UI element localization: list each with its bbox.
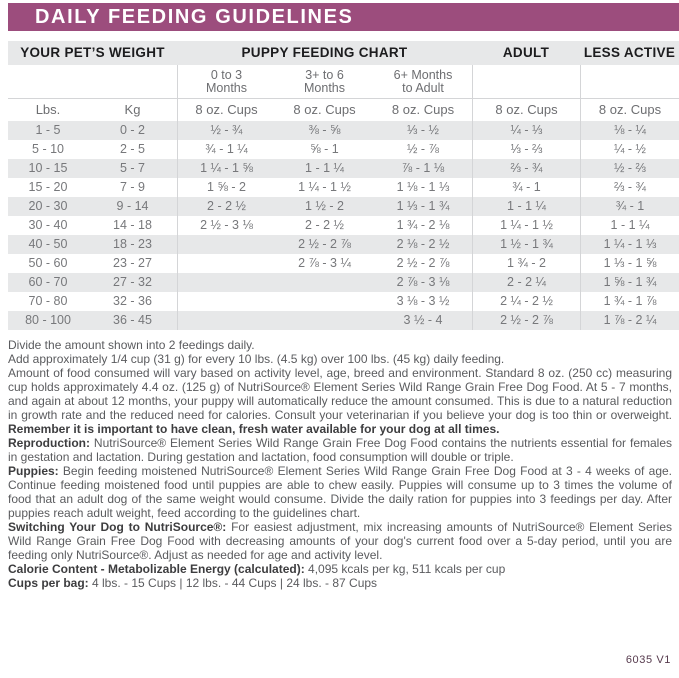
cell-weight-kg: 2 - 5 [119, 142, 145, 156]
table-subheader-row [8, 65, 679, 99]
switching-paragraph: Switching Your Dog to NutriSource®: For easiest adjustment, mix increasing amounts of NutriSource® Element Series Wild Range Grain Free Dog Food with decreasing amounts of your dog's current food over a 5-day period, until you are feeding only NutriSource®. Adjust as needed for age and activity level. [8, 520, 672, 562]
cell-puppy-3-6: 1 ½ - 2 [305, 199, 344, 213]
table-row [8, 311, 679, 330]
cell-less-active: ⅔ - ¾ [580, 178, 679, 197]
cell-less-active: 1 ⅓ - 1 ⅝ [580, 254, 679, 273]
cell-puppy-3-6: 1 - 1 ¼ [305, 161, 344, 175]
table-row [8, 235, 679, 254]
cell-adult: ¼ - ⅓ [472, 121, 580, 140]
document-code: 6035 V1 [625, 654, 671, 666]
cell-puppy-0-3 [177, 235, 275, 254]
cell-weight-lbs: 50 - 60 [28, 256, 68, 270]
cell-puppy-0-3: 1 ⅝ - 2 [177, 178, 275, 197]
unit-cups: 8 oz. Cups [177, 99, 275, 121]
note-water-bold: Remember it is important to have clean, fresh water available for your dog at all times. [8, 422, 500, 436]
cell-weight-lbs: 40 - 50 [28, 237, 68, 251]
cell-weight-kg: 32 - 36 [113, 294, 152, 308]
cell-puppy-0-3: 2 ½ - 3 ⅛ [177, 216, 275, 235]
cell-adult: 1 - 1 ¼ [472, 197, 580, 216]
table-group-header-row [8, 41, 679, 65]
note-divide-line: Divide the amount shown into 2 feedings daily. [8, 338, 255, 352]
cell-weight-lbs: 70 - 80 [28, 294, 68, 308]
cell-weight-lbs: 1 - 5 [35, 123, 61, 137]
unit-cups: 8 oz. Cups [472, 99, 580, 121]
table-row [8, 254, 679, 273]
cell-puppy-0-3 [177, 311, 275, 330]
cell-puppy-3-6 [275, 292, 374, 311]
cell-puppy-6-adult: 2 ⅛ - 2 ½ [396, 237, 450, 251]
cell-weight-lbs: 20 - 30 [28, 199, 68, 213]
col-header-age-6-adult: 6+ Months to Adult [393, 68, 453, 95]
cell-weight-lbs: 10 - 15 [28, 161, 68, 175]
table-units-row [8, 99, 679, 121]
cell-less-active: ½ - ⅔ [580, 159, 679, 178]
cell-puppy-6-adult: 2 ⅞ - 3 ⅛ [396, 275, 450, 289]
unit-cups: 8 oz. Cups [293, 102, 356, 117]
cell-puppy-6-adult: 1 ⅓ - 1 ¾ [396, 199, 450, 213]
note-add-line: Add approximately 1/4 cup (31 g) for every 10 lbs. (4.5 kg) over 100 lbs. (45 kg) daily feeding. [8, 352, 505, 366]
col-header-age-3-6: 3+ to 6 Months [304, 68, 345, 95]
cell-less-active: ¼ - ½ [580, 140, 679, 159]
cell-less-active: 1 - 1 ¼ [580, 216, 679, 235]
cell-adult: 2 - 2 ¼ [472, 273, 580, 292]
cell-adult: 1 ½ - 1 ¾ [472, 235, 580, 254]
cups-per-bag-line: Cups per bag: 4 lbs. - 15 Cups | 12 lbs. - 44 Cups | 24 lbs. - 87 Cups [8, 576, 378, 590]
cell-less-active: 1 ⅝ - 1 ¾ [580, 273, 679, 292]
unit-kg: Kg [124, 102, 141, 117]
cell-puppy-3-6: ⅝ - 1 [310, 142, 339, 156]
col-header-adult: ADULT [502, 45, 550, 60]
col-header-puppy-chart: PUPPY FEEDING CHART [241, 45, 408, 60]
cell-weight-kg: 14 - 18 [113, 218, 152, 232]
subheader-spacer [580, 65, 679, 98]
cell-adult: ¾ - 1 [472, 178, 580, 197]
col-header-age-0-3: 0 to 3 Months [177, 65, 275, 98]
cell-weight-lbs: 5 - 10 [32, 142, 64, 156]
subheader-spacer [472, 65, 580, 98]
cell-puppy-6-adult: 2 ½ - 2 ⅞ [396, 256, 450, 270]
cell-weight-lbs: 80 - 100 [25, 313, 71, 327]
cell-puppy-3-6 [275, 273, 374, 292]
note-amount-paragraph: Amount of food consumed will vary based on activity level, age, breed and environment. Standard 8 oz. (250 cc) measuring cup holds approximately 4.4 oz. (125 g) of NutriSource® Element Series Wild Range Grain Free Dog Food. At 5 - 7 months, and again at about 12 months, your puppy will automatically reduce the amount consumed. This is due to a natural reduction in growth rate and the reduced need for calories. Consult your veterinarian if you believe your dog is too thin or overweight. Remember it is important to have clean, fresh water available for your dog at all times. [8, 366, 672, 436]
reproduction-paragraph: Reproduction: NutriSource® Element Series Wild Range Grain Free Dog Food contains the nutrients essential for females in gestation and lactation. During gestation and lactation, food consumption will double or triple. [8, 436, 672, 464]
calorie-label: Calorie Content - Metabolizable Energy (calculated): [8, 562, 305, 576]
col-header-less-active: LESS ACTIVE [583, 45, 676, 60]
cell-puppy-0-3: ¾ - 1 ¼ [177, 140, 275, 159]
cell-weight-kg: 18 - 23 [113, 237, 152, 251]
calorie-content-line: Calorie Content - Metabolizable Energy (calculated): 4,095 kcals per kg, 511 kcals per cup [8, 562, 506, 576]
cell-weight-lbs: 60 - 70 [28, 275, 68, 289]
table-row [8, 197, 679, 216]
cell-puppy-3-6: 2 ½ - 2 ⅞ [298, 237, 351, 251]
table-row [8, 292, 679, 311]
cell-weight-kg: 7 - 9 [119, 180, 145, 194]
cell-less-active: ¾ - 1 [580, 197, 679, 216]
cell-puppy-6-adult: 3 ½ - 4 [403, 313, 443, 327]
cell-weight-kg: 36 - 45 [113, 313, 152, 327]
cell-puppy-6-adult: ½ - ⅞ [407, 142, 439, 156]
table-row [8, 216, 679, 235]
table-row [8, 273, 679, 292]
unit-cups: 8 oz. Cups [580, 99, 679, 121]
unit-cups: 8 oz. Cups [391, 102, 455, 117]
cell-puppy-0-3 [177, 292, 275, 311]
cell-weight-kg: 27 - 32 [113, 275, 152, 289]
unit-lbs: Lbs. [35, 102, 61, 117]
cell-puppy-0-3: 1 ¼ - 1 ⅝ [177, 159, 275, 178]
cell-adult: ⅓ - ⅔ [472, 140, 580, 159]
cell-puppy-6-adult: 3 ⅛ - 3 ½ [396, 294, 450, 308]
cell-puppy-3-6: 2 - 2 ½ [305, 218, 344, 232]
cell-puppy-0-3: ½ - ¾ [177, 121, 275, 140]
cell-weight-lbs: 15 - 20 [28, 180, 68, 194]
cell-puppy-6-adult: ⅓ - ½ [407, 123, 439, 137]
puppies-paragraph: Puppies: Begin feeding moistened NutriSource® Element Series Wild Range Grain Free Dog Food at 3 - 4 weeks of age. Continue feeding moistened food until puppies are able to chew easily. Puppies will consume up to 3 times the volume of food that an adult dog of the same weight would consume. Divide the daily ration for puppies into 3 feedings per day. After puppies reach adult weight, feed according to the guidelines chart. [8, 464, 672, 520]
cell-adult: ⅔ - ¾ [472, 159, 580, 178]
table-body [8, 121, 679, 330]
cell-puppy-0-3: 2 - 2 ½ [177, 197, 275, 216]
cell-less-active: 1 ⅞ - 2 ¼ [580, 311, 679, 330]
cell-puppy-3-6: 1 ¼ - 1 ½ [298, 180, 351, 194]
cell-puppy-6-adult: 1 ⅛ - 1 ⅓ [396, 180, 450, 194]
cell-weight-kg: 0 - 2 [119, 123, 145, 137]
page-title: DAILY FEEDING GUIDELINES [35, 5, 354, 28]
cell-less-active: ⅛ - ¼ [580, 121, 679, 140]
table-row [8, 159, 679, 178]
cell-adult: 1 ¾ - 2 [472, 254, 580, 273]
subheader-spacer [8, 65, 88, 98]
cell-puppy-0-3 [177, 254, 275, 273]
cell-less-active: 1 ¾ - 1 ⅞ [580, 292, 679, 311]
cups-label: Cups per bag: [8, 576, 89, 590]
cell-adult: 2 ½ - 2 ⅞ [472, 311, 580, 330]
cell-adult: 1 ¼ - 1 ½ [472, 216, 580, 235]
cell-puppy-6-adult: ⅞ - 1 ⅛ [401, 161, 445, 175]
title-bar [8, 3, 679, 31]
cell-adult: 2 ¼ - 2 ½ [472, 292, 580, 311]
notes-section [8, 338, 672, 590]
cell-puppy-3-6: ⅜ - ⅝ [308, 123, 341, 137]
cell-puppy-6-adult: 1 ¾ - 2 ⅛ [396, 218, 450, 232]
cell-less-active: 1 ¼ - 1 ⅓ [580, 235, 679, 254]
col-header-pet-weight: YOUR PET’S WEIGHT [20, 45, 165, 60]
cell-weight-lbs: 30 - 40 [28, 218, 68, 232]
cell-weight-kg: 5 - 7 [119, 161, 145, 175]
puppies-label: Puppies: [8, 464, 59, 478]
switching-label: Switching Your Dog to NutriSource®: [8, 520, 227, 534]
feeding-table [8, 41, 679, 330]
cell-puppy-3-6: 2 ⅞ - 3 ¼ [298, 256, 351, 270]
cell-weight-kg: 9 - 14 [116, 199, 149, 213]
table-row [8, 178, 679, 197]
reproduction-label: Reproduction: [8, 436, 90, 450]
table-row [8, 121, 679, 140]
cell-weight-kg: 23 - 27 [113, 256, 152, 270]
table-row [8, 140, 679, 159]
cell-puppy-0-3 [177, 273, 275, 292]
subheader-spacer [88, 65, 177, 98]
cell-puppy-3-6 [275, 311, 374, 330]
